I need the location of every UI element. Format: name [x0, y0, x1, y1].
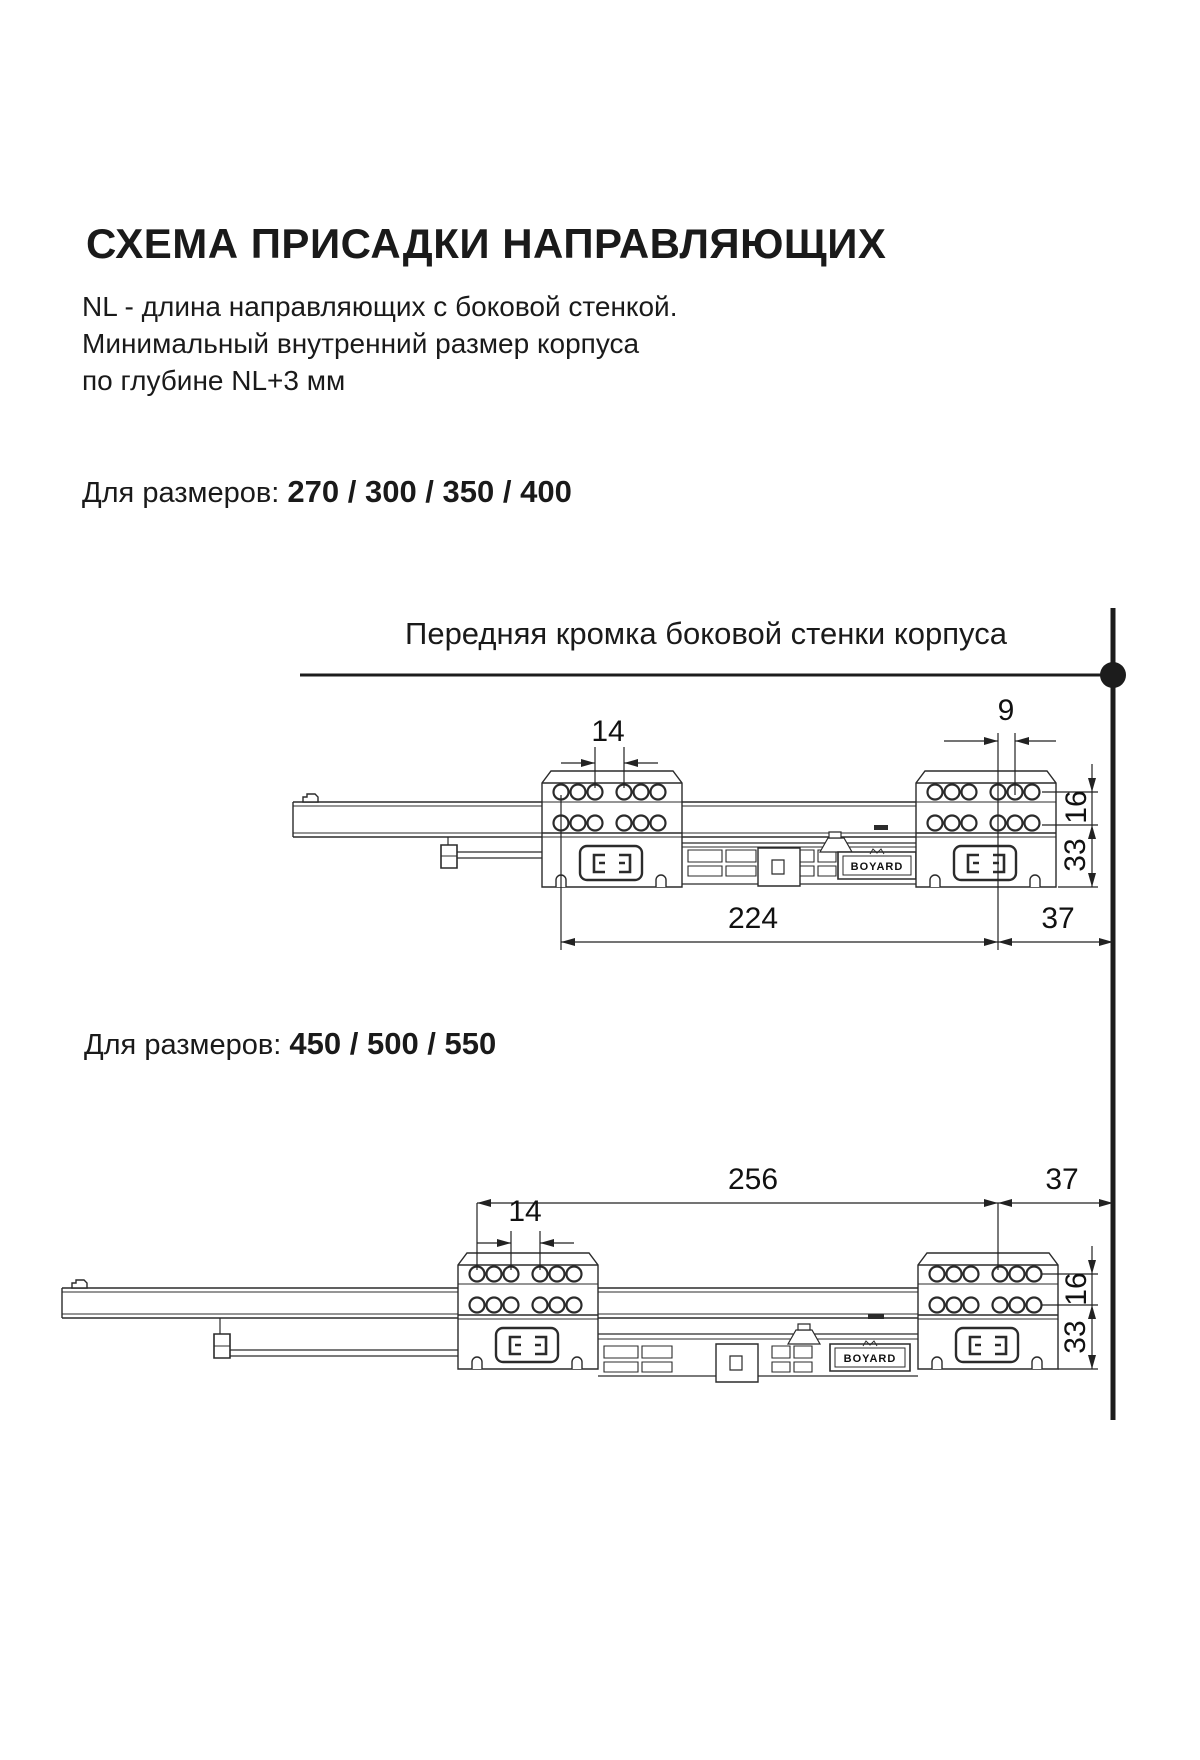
- sizes-label-2: Для размеров:: [84, 1029, 282, 1061]
- dim-label-33-d1: 33: [1059, 838, 1092, 872]
- description-line-1: NL - длина направляющих с боковой стенкой.: [82, 291, 678, 322]
- dim-label-33-d2: 33: [1059, 1320, 1092, 1354]
- rail-latch-mark: [868, 1314, 884, 1319]
- description-line-3: по глубине NL+3 мм: [82, 365, 346, 396]
- drawing-2-slide: [62, 1203, 1113, 1382]
- center-connector: [758, 848, 800, 886]
- drawing-2-inner-rail: [214, 1318, 460, 1358]
- ramp-piece: [788, 1330, 820, 1344]
- dim-label-16-d1: 16: [1060, 790, 1093, 824]
- dim-label-37-d1: 37: [1041, 902, 1075, 935]
- center-connector: [716, 1344, 758, 1382]
- dim-label-14-d1: 14: [591, 715, 625, 748]
- ramp-piece: [820, 838, 852, 852]
- mounting-bracket-front: [916, 771, 1056, 887]
- description-line-2: Минимальный внутренний размер корпуса: [82, 328, 640, 359]
- mounting-bracket-back: [542, 771, 682, 887]
- dim-label-224-d1: 224: [727, 902, 779, 935]
- dim-label-37-d2: 37: [1045, 1163, 1079, 1196]
- dim-label-16-d2: 16: [1060, 1272, 1093, 1306]
- sizes-label-1: Для размеров:: [82, 477, 280, 509]
- dim-label-256-d2: 256: [727, 1163, 779, 1196]
- rail-hook: [72, 1280, 87, 1288]
- dim-label-9-d1: 9: [997, 694, 1015, 727]
- drawing-1-inner-rail: [441, 837, 544, 868]
- brand-text-2: BOYARD: [843, 1353, 897, 1365]
- front-edge-label: Передняя кромка боковой стенки корпуса: [405, 616, 1007, 651]
- front-edge-dot: [1100, 662, 1126, 688]
- sizes-values-1: 270 / 300 / 350 / 400: [287, 474, 572, 509]
- mounting-bracket-back: [458, 1253, 598, 1369]
- rail-latch-mark: [874, 825, 888, 830]
- drawing-2-mechanism: [598, 1314, 918, 1382]
- mounting-bracket-front: [918, 1253, 1058, 1369]
- brand-text-1: BOYARD: [850, 861, 904, 873]
- sizes-values-2: 450 / 500 / 550: [289, 1026, 497, 1061]
- dim-label-14-d2: 14: [508, 1195, 542, 1228]
- page-title: СХЕМА ПРИСАДКИ НАПРАВЛЯЮЩИХ: [86, 220, 887, 267]
- rail-hook: [303, 794, 318, 802]
